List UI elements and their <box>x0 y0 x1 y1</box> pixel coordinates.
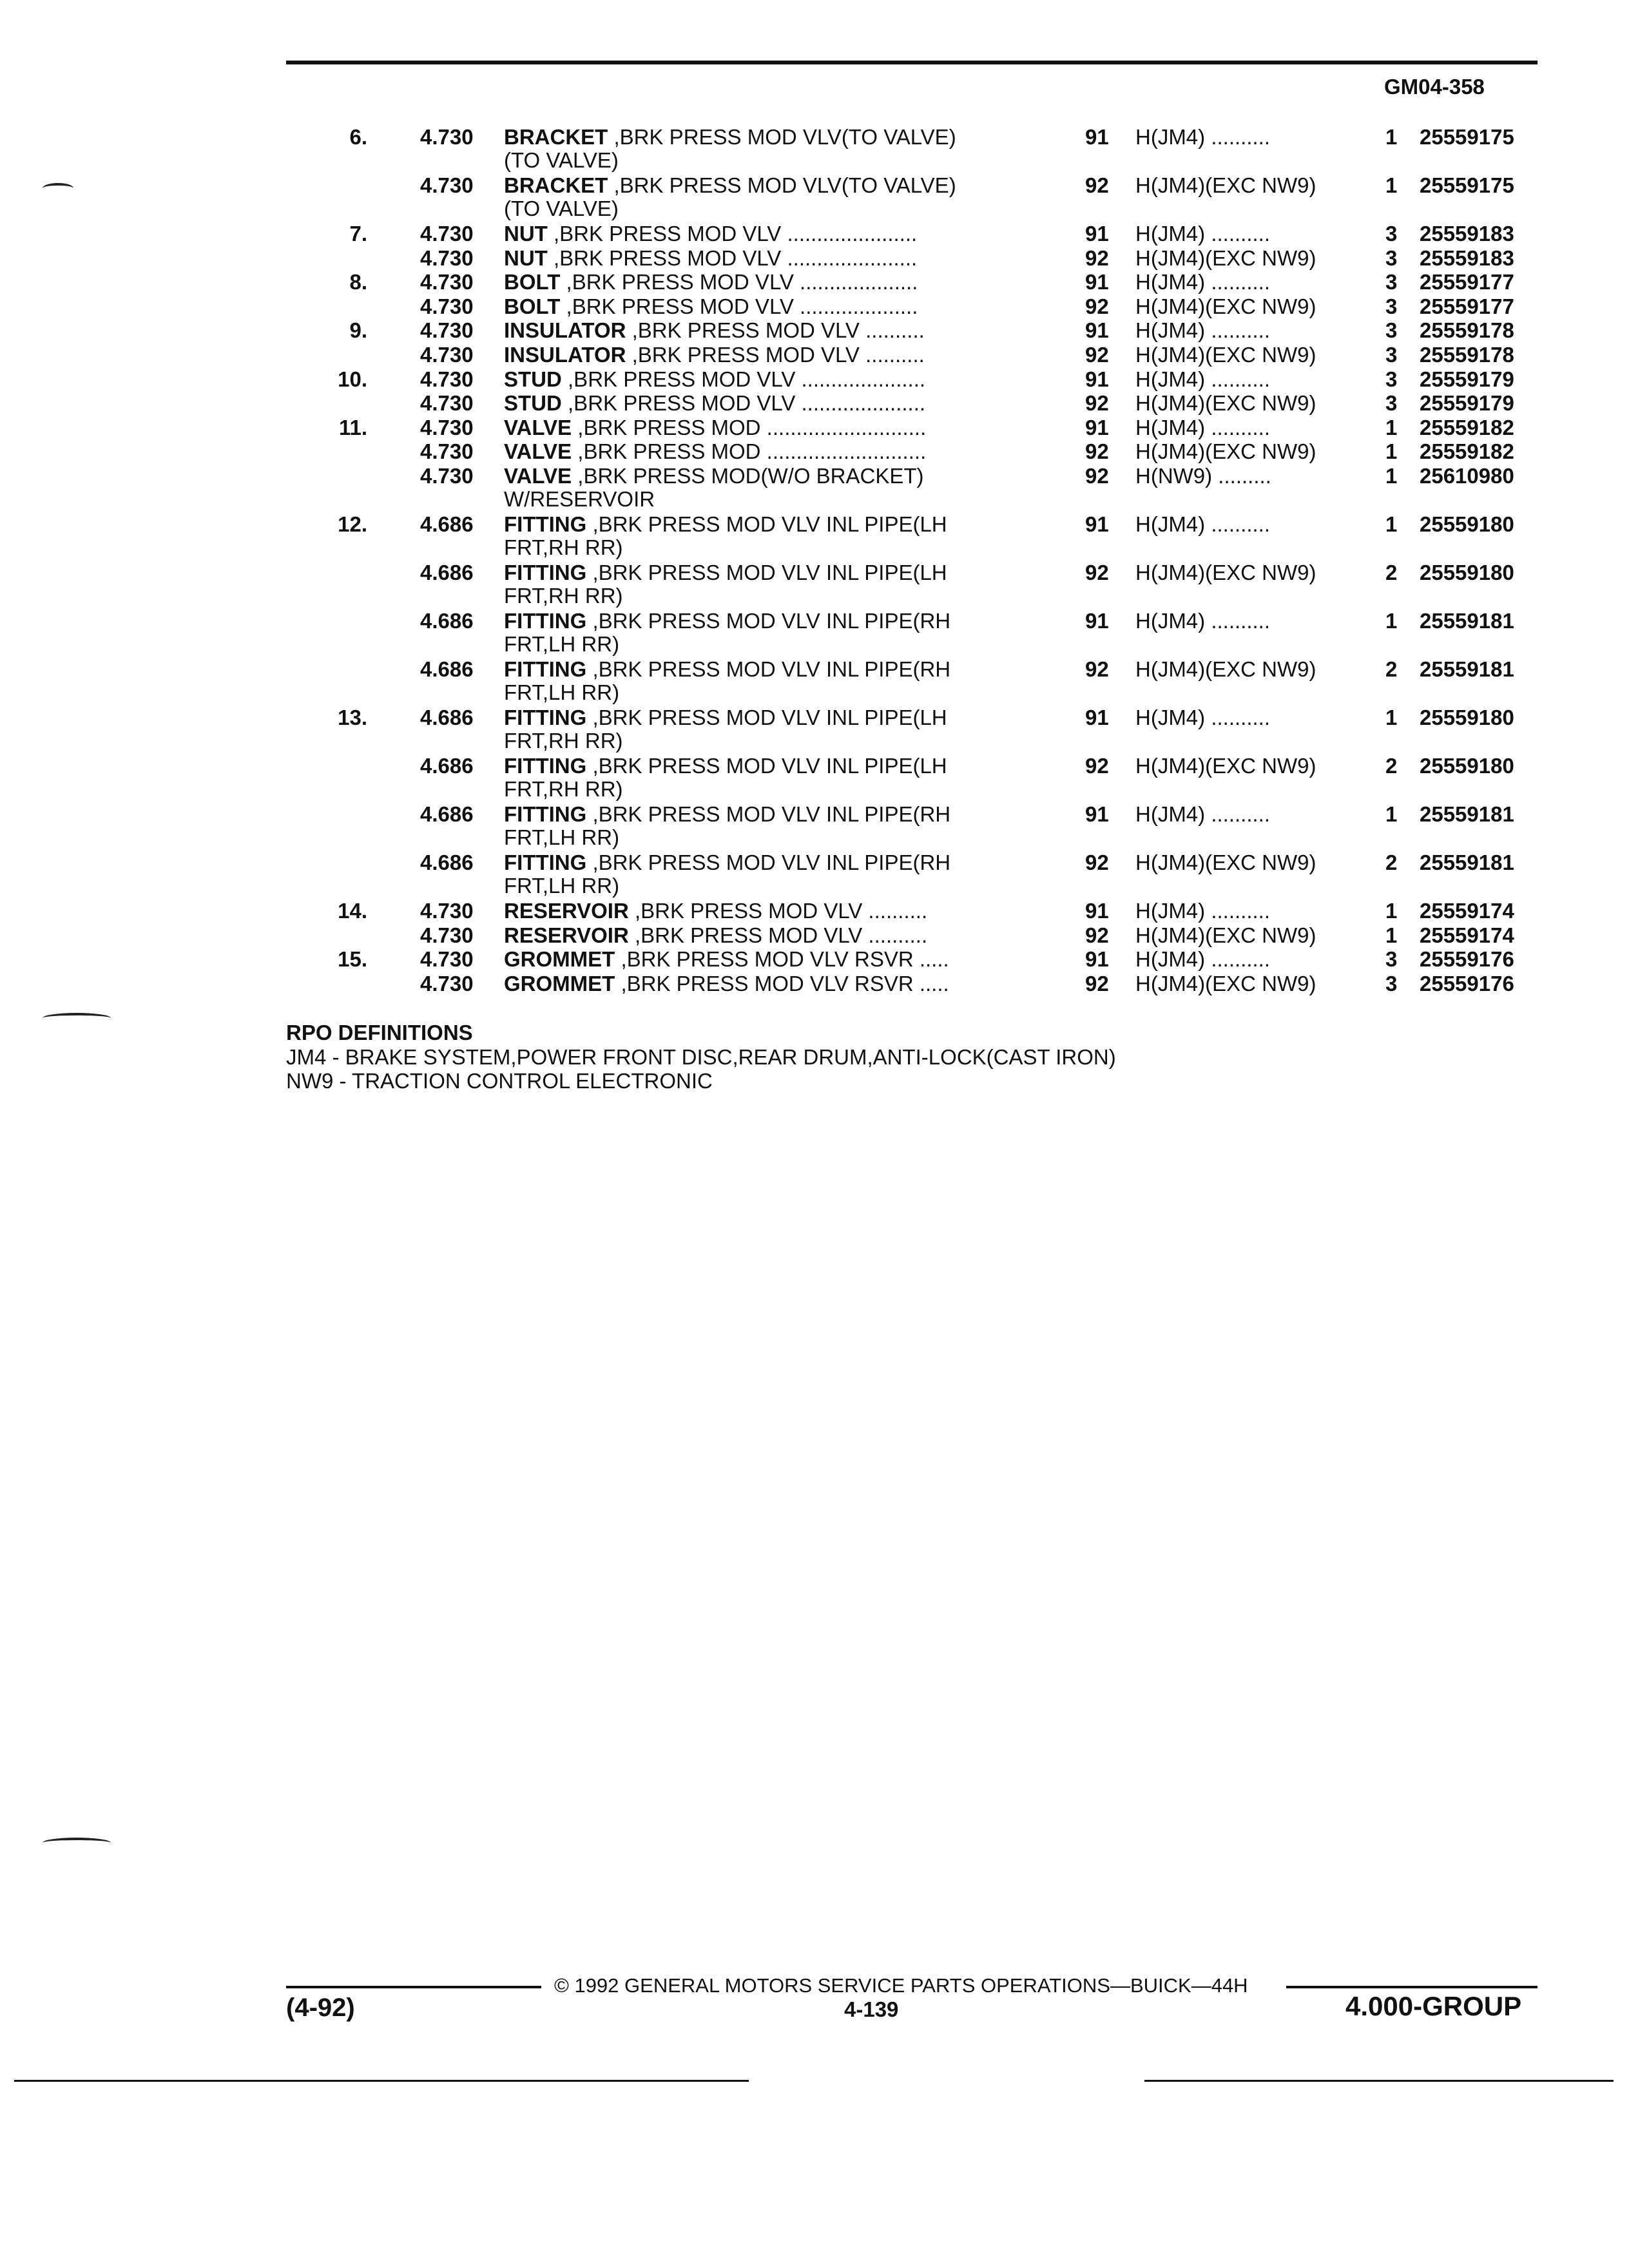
top-rule <box>286 61 1537 64</box>
part-name: FITTING <box>504 802 587 826</box>
parts-row <box>0 657 1629 706</box>
usage-code: H(JM4) .......... <box>1135 802 1271 826</box>
model-year: 92 <box>1085 294 1109 318</box>
parts-row <box>0 706 1629 754</box>
model-year: 91 <box>1085 125 1109 149</box>
part-name: BOLT <box>504 294 561 318</box>
item-number: 11. <box>338 415 367 439</box>
part-description-continued: FRT,LH RR) <box>504 680 620 704</box>
usage-code: H(JM4)(EXC NW9) <box>1135 754 1316 778</box>
part-detail: ,BRK PRESS MOD VLV(TO VALVE) <box>608 125 956 149</box>
part-description <box>504 899 1032 923</box>
group-number: 4.686 <box>420 657 474 681</box>
group-number: 4.730 <box>420 923 474 947</box>
group-number: 4.730 <box>420 125 474 149</box>
group-number: 4.730 <box>420 318 474 343</box>
model-year: 91 <box>1085 947 1109 972</box>
model-year: 92 <box>1085 561 1109 584</box>
group-number: 4.730 <box>420 367 474 391</box>
page-number: 4-139 <box>844 1997 899 2021</box>
part-number: 25559175 <box>1420 173 1514 197</box>
quantity: 1 <box>1385 464 1398 488</box>
part-detail: ,BRK PRESS MOD(W/O BRACKET) <box>572 464 924 488</box>
item-number: 14. <box>338 899 367 923</box>
part-name: BRACKET <box>504 125 608 149</box>
group-number: 4.686 <box>420 706 474 729</box>
item-number: 7. <box>349 222 367 245</box>
quantity: 3 <box>1385 318 1398 343</box>
part-number: 25559176 <box>1420 971 1514 995</box>
model-year: 92 <box>1085 343 1109 367</box>
part-detail: ,BRK PRESS MOD VLV .......... <box>628 923 928 947</box>
model-year: 91 <box>1085 222 1109 245</box>
group-number: 4.730 <box>420 173 474 197</box>
part-description <box>504 246 1032 271</box>
part-detail: ,BRK PRESS MOD VLV .......... <box>626 318 925 343</box>
part-number: 25559178 <box>1420 318 1514 343</box>
part-name: GROMMET <box>504 947 615 972</box>
part-name: BOLT <box>504 270 561 294</box>
model-year: 92 <box>1085 923 1109 947</box>
usage-code: H(JM4)(EXC NW9) <box>1135 657 1316 681</box>
part-detail: ,BRK PRESS MOD VLV ...................... <box>547 222 918 245</box>
part-name: FITTING <box>504 609 587 633</box>
parts-row <box>0 609 1629 658</box>
part-number: 25559180 <box>1420 754 1514 778</box>
part-name: FITTING <box>504 561 587 584</box>
part-description-continued: FRT,RH RR) <box>504 729 623 753</box>
usage-code: H(JM4)(EXC NW9) <box>1135 173 1316 197</box>
bottom-rule-left <box>14 2080 749 2082</box>
rpo-definition-nw9: NW9 - TRACTION CONTROL ELECTRONIC <box>286 1069 713 1093</box>
part-number: 25559181 <box>1420 850 1514 874</box>
quantity: 3 <box>1385 367 1398 391</box>
part-name: NUT <box>504 222 548 245</box>
part-detail: ,BRK PRESS MOD ........................... <box>572 439 927 464</box>
quantity: 1 <box>1385 609 1398 633</box>
part-detail: ,BRK PRESS MOD VLV INL PIPE(LH <box>586 512 947 536</box>
revision-date: (4-92) <box>286 1994 355 2022</box>
part-description <box>504 512 1032 537</box>
model-year: 92 <box>1085 245 1109 270</box>
model-year: 92 <box>1085 850 1109 874</box>
usage-code: H(JM4) .......... <box>1135 222 1271 245</box>
quantity: 1 <box>1385 415 1398 439</box>
quantity: 2 <box>1385 561 1398 584</box>
usage-code: H(JM4)(EXC NW9) <box>1135 561 1316 584</box>
parts-row <box>0 802 1629 851</box>
usage-code: H(JM4)(EXC NW9) <box>1135 439 1316 464</box>
part-detail: ,BRK PRESS MOD VLV INL PIPE(LH <box>586 561 947 584</box>
quantity: 3 <box>1385 245 1398 270</box>
part-number: 25559180 <box>1420 706 1514 729</box>
group-number: 4.686 <box>420 754 474 778</box>
item-number: 8. <box>349 270 367 294</box>
part-name: STUD <box>504 367 562 391</box>
group-number: 4.730 <box>420 415 474 439</box>
group-number: 4.730 <box>420 270 474 294</box>
part-number: 25559179 <box>1420 367 1514 391</box>
group-number: 4.730 <box>420 294 474 318</box>
model-year: 91 <box>1085 802 1109 826</box>
part-number: 25559180 <box>1420 512 1514 536</box>
model-year: 92 <box>1085 657 1109 681</box>
part-detail: ,BRK PRESS MOD VLV .......... <box>628 899 928 923</box>
part-number: 25559182 <box>1420 439 1514 464</box>
group-number: 4.730 <box>420 343 474 367</box>
group-number: 4.686 <box>420 609 474 633</box>
part-description <box>504 367 1032 392</box>
parts-row <box>0 972 1629 1021</box>
part-number: 25559179 <box>1420 391 1514 416</box>
part-name: FITTING <box>504 754 587 778</box>
usage-code: H(NW9) ......... <box>1135 464 1271 488</box>
model-year: 92 <box>1085 173 1109 197</box>
usage-code: H(JM4)(EXC NW9) <box>1135 923 1316 947</box>
usage-code: H(JM4)(EXC NW9) <box>1135 245 1316 270</box>
part-name: FITTING <box>504 657 587 681</box>
model-year: 91 <box>1085 512 1109 536</box>
part-number: 25559180 <box>1420 561 1514 584</box>
rpo-definitions-title: RPO DEFINITIONS <box>286 1021 473 1044</box>
quantity: 2 <box>1385 754 1398 778</box>
group-number: 4.686 <box>420 512 474 536</box>
part-number: 25559177 <box>1420 294 1514 318</box>
part-description-continued: W/RESERVOIR <box>504 487 655 511</box>
part-number: 25559177 <box>1420 270 1514 294</box>
usage-code: H(JM4)(EXC NW9) <box>1135 971 1316 995</box>
group-number: 4.686 <box>420 850 474 874</box>
part-number: 25559176 <box>1420 947 1514 972</box>
part-description <box>504 343 1032 367</box>
part-description-continued: FRT,RH RR) <box>504 535 623 559</box>
quantity: 1 <box>1385 923 1398 947</box>
usage-code: H(JM4)(EXC NW9) <box>1135 391 1316 416</box>
quantity: 1 <box>1385 512 1398 536</box>
rpo-definition-jm4: JM4 - BRAKE SYSTEM,POWER FRONT DISC,REAR DRUM,ANTI-LOCK(CAST IRON) <box>286 1045 1116 1069</box>
quantity: 3 <box>1385 971 1398 995</box>
part-detail: ,BRK PRESS MOD VLV RSVR ..... <box>615 947 949 972</box>
part-description <box>504 972 1032 996</box>
part-description <box>504 294 1032 319</box>
margin-mark <box>43 1838 111 1848</box>
part-description-continued: FRT,RH RR) <box>504 777 623 801</box>
parts-row <box>0 512 1629 561</box>
model-year: 92 <box>1085 439 1109 464</box>
quantity: 1 <box>1385 899 1398 923</box>
group-number: 4.730 <box>420 439 474 464</box>
item-number: 15. <box>338 947 367 972</box>
group-number: 4.730 <box>420 947 474 972</box>
part-name: BRACKET <box>504 173 608 197</box>
quantity: 3 <box>1385 294 1398 318</box>
model-year: 91 <box>1085 415 1109 439</box>
parts-row <box>0 464 1629 513</box>
part-name: FITTING <box>504 850 587 874</box>
model-year: 92 <box>1085 971 1109 995</box>
item-number: 6. <box>349 125 367 149</box>
footer-rule-right <box>1286 1986 1537 1988</box>
part-number: 25559174 <box>1420 899 1514 923</box>
part-number: 25559178 <box>1420 343 1514 367</box>
part-detail: ,BRK PRESS MOD VLV .................... <box>560 294 918 318</box>
part-detail: ,BRK PRESS MOD VLV ..................... <box>561 391 926 416</box>
part-detail: ,BRK PRESS MOD VLV(TO VALVE) <box>608 173 956 197</box>
part-detail: ,BRK PRESS MOD VLV RSVR ..... <box>615 971 949 995</box>
part-description <box>504 439 1032 464</box>
part-description-continued: FRT,RH RR) <box>504 584 623 608</box>
group-number: 4.730 <box>420 971 474 995</box>
usage-code: H(JM4) .......... <box>1135 125 1271 149</box>
part-description <box>504 416 1032 440</box>
quantity: 1 <box>1385 706 1398 729</box>
group-number: 4.730 <box>420 464 474 488</box>
part-number: 25559174 <box>1420 923 1514 947</box>
quantity: 1 <box>1385 439 1398 464</box>
part-number: 25559181 <box>1420 802 1514 826</box>
item-number: 10. <box>338 367 367 391</box>
model-year: 92 <box>1085 391 1109 416</box>
part-description <box>504 657 1032 682</box>
part-number: 25559181 <box>1420 609 1514 633</box>
model-year: 91 <box>1085 706 1109 729</box>
usage-code: H(JM4) .......... <box>1135 367 1271 391</box>
part-detail: ,BRK PRESS MOD VLV INL PIPE(RH <box>586 609 951 633</box>
part-number: 25610980 <box>1420 464 1514 488</box>
usage-code: H(JM4) .......... <box>1135 270 1271 294</box>
part-number: 25559182 <box>1420 415 1514 439</box>
usage-code: H(JM4)(EXC NW9) <box>1135 850 1316 874</box>
part-description <box>504 802 1032 827</box>
quantity: 1 <box>1385 173 1398 197</box>
part-detail: ,BRK PRESS MOD VLV .................... <box>560 270 918 294</box>
copyright-notice: © 1992 GENERAL MOTORS SERVICE PARTS OPERATIONS—BUICK—44H <box>554 1974 1248 1997</box>
group-label: 4.000-GROUP <box>1345 1991 1522 2021</box>
parts-row <box>0 125 1629 174</box>
part-name: STUD <box>504 391 562 416</box>
part-name: GROMMET <box>504 971 615 995</box>
usage-code: H(JM4) .......... <box>1135 415 1271 439</box>
part-number: 25559183 <box>1420 245 1514 270</box>
part-description <box>504 561 1032 585</box>
part-description <box>504 706 1032 730</box>
part-description <box>504 173 1032 198</box>
part-detail: ,BRK PRESS MOD VLV .......... <box>626 343 925 367</box>
part-description <box>504 609 1032 633</box>
part-description <box>504 464 1032 488</box>
group-number: 4.730 <box>420 391 474 416</box>
quantity: 3 <box>1385 947 1398 972</box>
model-year: 91 <box>1085 270 1109 294</box>
parts-row <box>0 173 1629 222</box>
document-id: GM04-358 <box>1384 75 1485 99</box>
part-detail: ,BRK PRESS MOD VLV INL PIPE(RH <box>586 657 951 681</box>
part-description-continued: (TO VALVE) <box>504 197 619 220</box>
model-year: 92 <box>1085 754 1109 778</box>
part-name: RESERVOIR <box>504 923 629 947</box>
part-detail: ,BRK PRESS MOD VLV INL PIPE(LH <box>586 706 947 729</box>
part-description-continued: FRT,LH RR) <box>504 632 620 656</box>
part-description-continued: FRT,LH RR) <box>504 874 620 898</box>
group-number: 4.730 <box>420 899 474 923</box>
item-number: 12. <box>338 512 367 536</box>
quantity: 3 <box>1385 222 1398 245</box>
part-name: VALVE <box>504 464 572 488</box>
part-name: INSULATOR <box>504 318 626 343</box>
part-description-continued: (TO VALVE) <box>504 148 619 172</box>
footer-rule-left <box>286 1986 541 1988</box>
part-detail: ,BRK PRESS MOD VLV INL PIPE(RH <box>586 802 951 826</box>
part-name: NUT <box>504 245 548 270</box>
quantity: 2 <box>1385 850 1398 874</box>
group-number: 4.686 <box>420 802 474 826</box>
usage-code: H(JM4) .......... <box>1135 609 1271 633</box>
quantity: 3 <box>1385 270 1398 294</box>
part-number: 25559175 <box>1420 125 1514 149</box>
part-description <box>504 125 1032 149</box>
usage-code: H(JM4) .......... <box>1135 512 1271 536</box>
part-detail: ,BRK PRESS MOD VLV INL PIPE(RH <box>586 850 951 874</box>
quantity: 2 <box>1385 657 1398 681</box>
part-detail: ,BRK PRESS MOD VLV INL PIPE(LH <box>586 754 947 778</box>
usage-code: H(JM4)(EXC NW9) <box>1135 343 1316 367</box>
usage-code: H(JM4) .......... <box>1135 947 1271 972</box>
parts-row <box>0 850 1629 899</box>
quantity: 3 <box>1385 343 1398 367</box>
part-name: INSULATOR <box>504 343 626 367</box>
part-detail: ,BRK PRESS MOD VLV ..................... <box>561 367 926 391</box>
part-name: FITTING <box>504 706 587 729</box>
part-description <box>504 318 1032 343</box>
part-name: RESERVOIR <box>504 899 629 923</box>
part-description <box>504 754 1032 778</box>
bottom-rule-right <box>1144 2080 1614 2082</box>
usage-code: H(JM4)(EXC NW9) <box>1135 294 1316 318</box>
part-description <box>504 222 1032 246</box>
part-number: 25559183 <box>1420 222 1514 245</box>
model-year: 91 <box>1085 899 1109 923</box>
part-name: VALVE <box>504 439 572 464</box>
part-description <box>504 270 1032 294</box>
model-year: 91 <box>1085 367 1109 391</box>
model-year: 91 <box>1085 318 1109 343</box>
item-number: 13. <box>338 706 367 729</box>
part-name: FITTING <box>504 512 587 536</box>
quantity: 3 <box>1385 391 1398 416</box>
item-number: 9. <box>349 318 367 343</box>
part-detail: ,BRK PRESS MOD VLV ...................... <box>547 245 918 270</box>
quantity: 1 <box>1385 125 1398 149</box>
part-description <box>504 923 1032 948</box>
parts-row <box>0 561 1629 610</box>
usage-code: H(JM4) .......... <box>1135 318 1271 343</box>
part-number: 25559181 <box>1420 657 1514 681</box>
part-description-continued: FRT,LH RR) <box>504 825 620 849</box>
part-name: VALVE <box>504 415 572 439</box>
group-number: 4.730 <box>420 245 474 270</box>
model-year: 91 <box>1085 609 1109 633</box>
model-year: 92 <box>1085 464 1109 488</box>
usage-code: H(JM4) .......... <box>1135 899 1271 923</box>
quantity: 1 <box>1385 802 1398 826</box>
usage-code: H(JM4) .......... <box>1135 706 1271 729</box>
part-description <box>504 947 1032 972</box>
group-number: 4.730 <box>420 222 474 245</box>
part-detail: ,BRK PRESS MOD ........................... <box>572 415 927 439</box>
part-description <box>504 391 1032 416</box>
part-description <box>504 850 1032 875</box>
parts-row <box>0 754 1629 803</box>
group-number: 4.686 <box>420 561 474 584</box>
